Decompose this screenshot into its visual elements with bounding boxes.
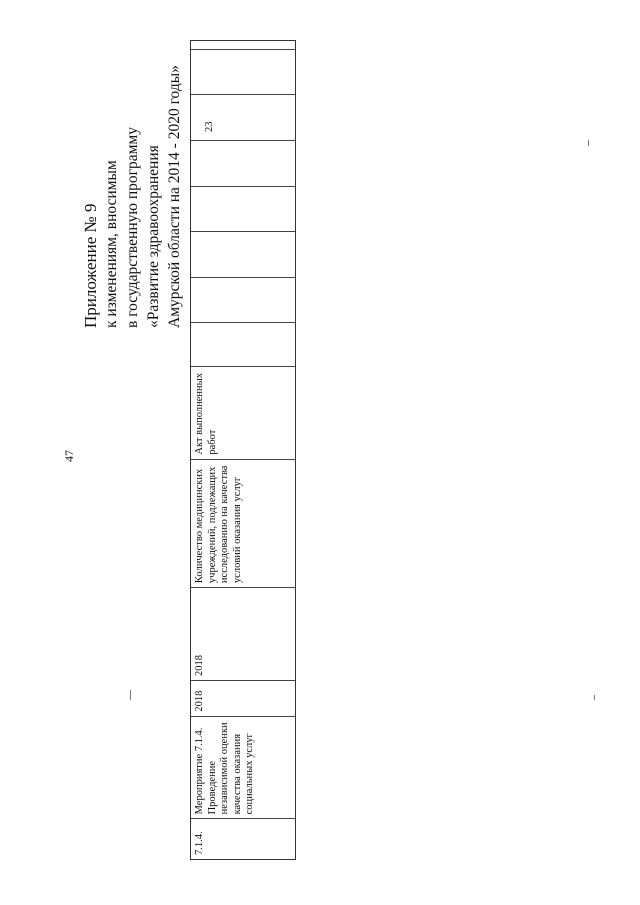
appendix-title: Приложение № 9 xyxy=(81,203,100,328)
scan-artifact xyxy=(594,695,595,700)
page-number: 47 xyxy=(62,450,76,462)
appendix-line: «Развитие здравоохранения xyxy=(145,145,162,328)
empty-cell xyxy=(191,278,295,324)
appendix-line: к изменениям, вносимым xyxy=(103,160,120,328)
indicator-value-cell xyxy=(191,96,295,142)
scan-artifact xyxy=(130,690,131,700)
confirming-document: Акт выполненных работ xyxy=(191,367,295,460)
end-year: 2018 xyxy=(191,588,295,681)
appendix-header xyxy=(80,65,185,328)
indicator-value: 23 xyxy=(204,121,215,133)
empty-cell xyxy=(191,41,295,50)
empty-cell xyxy=(191,141,295,187)
start-year: 2018 xyxy=(191,681,295,717)
empty-cell xyxy=(191,187,295,233)
program-table xyxy=(190,40,296,860)
indicator-description: Количество медицинских учреждений, подлежащих исследованию на качества условий оказания услуг xyxy=(191,460,295,588)
appendix-line: в государственную программу xyxy=(124,127,141,328)
empty-cell xyxy=(191,323,295,367)
row-number: 7.1.4. xyxy=(194,831,205,855)
empty-cell xyxy=(191,50,295,96)
scan-artifact xyxy=(588,140,589,146)
appendix-line: Амурской области на 2014 - 2020 годы» xyxy=(166,65,183,328)
event-name: Мероприятие 7.1.4. Проведение независимой оценки качества оказания социальных услуг xyxy=(191,717,295,820)
empty-cell xyxy=(191,232,295,278)
